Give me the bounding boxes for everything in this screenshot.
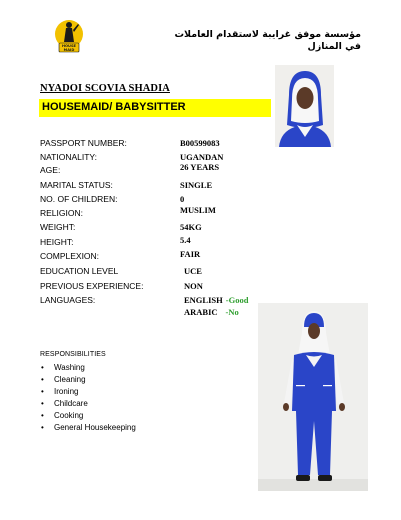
detail-row bbox=[40, 162, 280, 179]
languages-value-2 bbox=[184, 307, 239, 317]
list-item-label: Washing bbox=[54, 363, 85, 372]
bullet-icon: • bbox=[41, 411, 44, 420]
list-item bbox=[40, 422, 136, 434]
detail-row bbox=[40, 251, 280, 265]
detail-row bbox=[40, 138, 280, 152]
languages-value bbox=[184, 295, 248, 305]
position-title-bar bbox=[39, 99, 271, 117]
detail-value: FAIR bbox=[180, 249, 201, 259]
company-logo bbox=[54, 16, 84, 56]
detail-label: PREVIOUS EXPERIENCE: bbox=[40, 281, 144, 291]
portrait-photo bbox=[275, 65, 334, 147]
responsibilities-title: RESPONSIBILITIES bbox=[40, 351, 106, 358]
detail-value: B00599083 bbox=[180, 138, 220, 148]
list-item-label: General Housekeeping bbox=[54, 423, 136, 432]
language-arabic: ARABIC bbox=[184, 307, 218, 317]
detail-row bbox=[40, 237, 280, 251]
detail-value: 54KG bbox=[180, 222, 202, 232]
list-item bbox=[40, 374, 136, 386]
list-item bbox=[40, 410, 136, 422]
detail-value: 26 YEARS bbox=[180, 162, 220, 172]
detail-value: MUSLIM bbox=[180, 205, 216, 215]
logo-image bbox=[54, 16, 84, 56]
detail-row bbox=[40, 152, 280, 166]
bullet-icon: • bbox=[41, 387, 44, 396]
detail-value: 5.4 bbox=[180, 235, 191, 245]
list-item bbox=[40, 386, 136, 398]
agency-name: مؤسسة موفق غرايبة لاستقدام العاملات في المنازل bbox=[174, 29, 361, 52]
detail-row bbox=[40, 194, 280, 208]
language-english-level: -Good bbox=[225, 295, 249, 305]
detail-row bbox=[40, 307, 280, 321]
bullet-icon: • bbox=[41, 363, 44, 372]
detail-label: AGE: bbox=[40, 165, 61, 175]
responsibilities-section bbox=[40, 351, 136, 434]
detail-value: NON bbox=[184, 281, 203, 291]
list-item bbox=[40, 398, 136, 410]
detail-label: RELIGION: bbox=[40, 208, 83, 218]
language-arabic-level: -No bbox=[225, 307, 239, 317]
list-item-label: Cleaning bbox=[54, 375, 86, 384]
detail-label: COMPLEXION: bbox=[40, 251, 100, 261]
list-item bbox=[40, 362, 136, 374]
candidate-name: NYADOI SCOVIA SHADIA bbox=[40, 83, 170, 94]
responsibilities-list bbox=[40, 362, 136, 434]
detail-value: SINGLE bbox=[180, 180, 213, 190]
detail-value: UGANDAN bbox=[180, 152, 224, 162]
detail-row bbox=[40, 281, 280, 295]
detail-row bbox=[40, 266, 280, 280]
detail-label: LANGUAGES: bbox=[40, 295, 96, 305]
logo-text: HOUSE bbox=[61, 44, 77, 48]
bullet-icon: • bbox=[41, 399, 44, 408]
detail-label: MARITAL STATUS: bbox=[40, 180, 113, 190]
detail-label: EDUCATION LEVEL bbox=[40, 266, 119, 276]
detail-value: UCE bbox=[184, 266, 202, 276]
list-item-label: Childcare bbox=[54, 399, 88, 408]
bullet-icon: • bbox=[41, 423, 44, 432]
position-title: HOUSEMAID/ BABYSITTER bbox=[42, 101, 186, 113]
full-body-photo bbox=[258, 303, 368, 491]
detail-label: HEIGHT: bbox=[40, 237, 74, 247]
detail-label: PASSPORT NUMBER: bbox=[40, 138, 127, 148]
list-item-label: Ironing bbox=[54, 387, 79, 396]
detail-label: NO. OF CHILDREN: bbox=[40, 194, 118, 204]
bullet-icon: • bbox=[41, 375, 44, 384]
detail-row bbox=[40, 222, 280, 236]
language-english: ENGLISH bbox=[184, 295, 223, 305]
detail-label: WEIGHT: bbox=[40, 222, 76, 232]
detail-value: 0 bbox=[180, 194, 185, 204]
detail-row bbox=[40, 180, 280, 194]
svg-text:MAID: MAID bbox=[63, 48, 75, 52]
detail-row bbox=[40, 205, 280, 222]
detail-label: NATIONALITY: bbox=[40, 152, 97, 162]
list-item-label: Cooking bbox=[54, 411, 84, 420]
